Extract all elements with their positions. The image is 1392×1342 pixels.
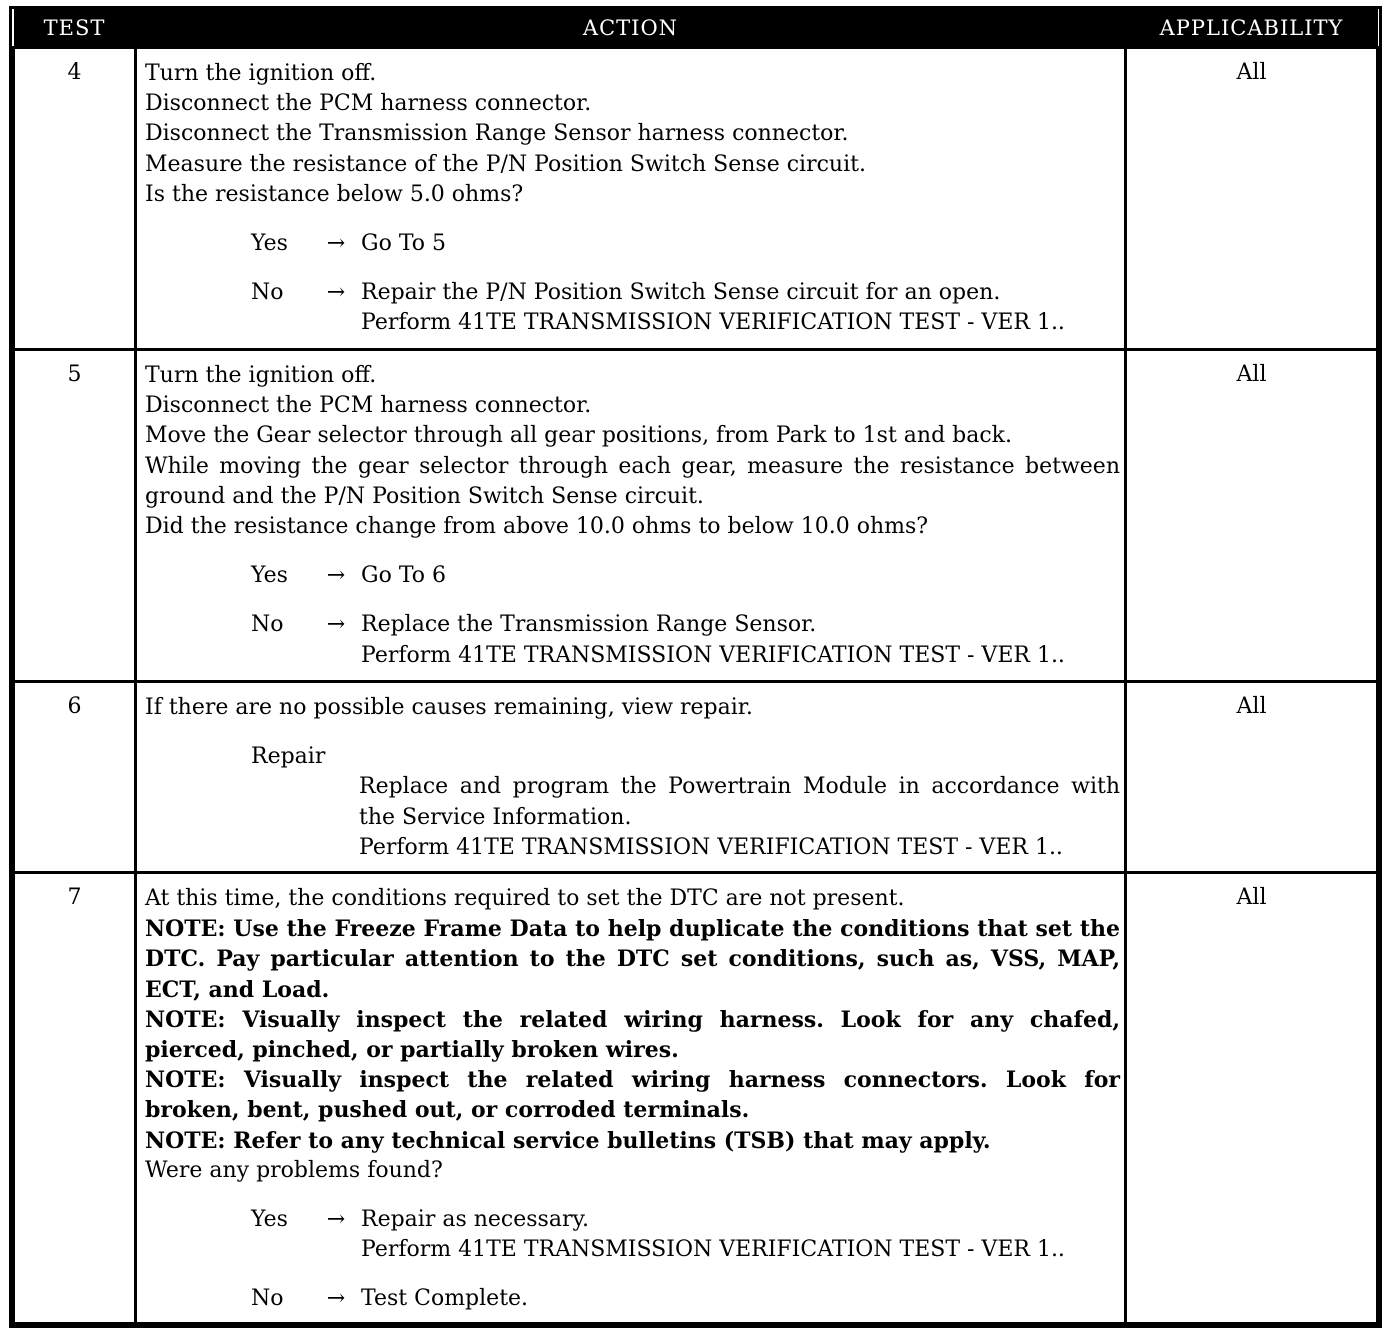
no-option	[145, 1284, 1120, 1314]
table-row	[14, 350, 1378, 682]
applicability-value: All	[1126, 682, 1378, 873]
step-line: Disconnect the PCM harness connector.	[145, 91, 592, 117]
applicability-value: All	[1126, 873, 1378, 1324]
arrow-icon: →	[326, 612, 346, 638]
arrow-icon: →	[326, 1286, 346, 1312]
test-column-header: TEST	[14, 9, 136, 48]
step-line: Disconnect the PCM harness connector.	[145, 393, 592, 419]
note: NOTE: Use the Freeze Frame Data to help duplicate the conditions that set the DTC. Pay particular attention to the DTC set conditions, such as, VSS, MAP, ECT, and Load.	[145, 916, 1120, 1003]
repair-instruction: Perform 41TE TRANSMISSION VERIFICATION TEST - VER 1..	[359, 834, 1063, 860]
test-number: 5	[14, 350, 136, 682]
step-line: Turn the ignition off.	[145, 363, 377, 388]
arrow-icon: →	[326, 563, 346, 589]
yes-label: Yes	[251, 563, 288, 589]
arrow-icon: →	[326, 280, 346, 306]
table-row	[14, 873, 1378, 1324]
applicability-value: All	[1126, 48, 1378, 350]
no-label: No	[251, 1286, 284, 1312]
step-line: Measure the resistance of the P/N Position Switch Sense circuit.	[145, 151, 866, 177]
no-result: Test Complete.	[361, 1286, 529, 1312]
action-cell	[136, 48, 1126, 350]
no-result: Repair the P/N Position Switch Sense circuit for an open. Perform 41TE TRANSMISSION VERIFICATION TEST - VER 1..	[361, 280, 1065, 336]
test-number: 7	[14, 873, 136, 1324]
no-label: No	[251, 280, 284, 306]
yes-result: Repair as necessary. Perform 41TE TRANSMISSION VERIFICATION TEST - VER 1..	[361, 1207, 1065, 1263]
no-label: No	[251, 612, 284, 638]
question-line: Did the resistance change from above 10.0 ohms to below 10.0 ohms?	[145, 514, 929, 540]
table-header-row	[14, 9, 1378, 48]
test-number: 4	[14, 48, 136, 350]
applicability-value: All	[1126, 350, 1378, 682]
repair-instruction: Replace and program the Powertrain Module in accordance with the Service Information.	[359, 774, 1120, 830]
yes-option	[145, 561, 1120, 591]
no-option	[145, 610, 1120, 670]
question-line: Is the resistance below 5.0 ohms?	[145, 181, 524, 207]
step-line: At this time, the conditions required to set the DTC are not present.	[145, 886, 905, 911]
step-line: Disconnect the Transmission Range Sensor harness connector.	[145, 121, 849, 147]
action-column-header: ACTION	[136, 9, 1126, 48]
yes-option	[145, 229, 1120, 259]
repair-label: Repair	[251, 744, 326, 770]
table-row	[14, 48, 1378, 350]
action-cell	[136, 350, 1126, 682]
diagnostic-test-table	[9, 6, 1382, 1328]
action-cell	[136, 682, 1126, 873]
step-line: While moving the gear selector through each gear, measure the resistance between ground and the P/N Position Switch Sense circuit.	[145, 453, 1120, 509]
yes-option	[145, 1205, 1120, 1265]
question-line: Were any problems found?	[145, 1157, 443, 1183]
step-line: Move the Gear selector through all gear positions, from Park to 1st and back.	[145, 423, 1012, 449]
arrow-icon: →	[326, 1207, 346, 1233]
table-row	[14, 682, 1378, 873]
step-line: Turn the ignition off.	[145, 61, 377, 86]
test-number: 6	[14, 682, 136, 873]
yes-result: Go To 6	[361, 563, 447, 589]
arrow-icon: →	[326, 231, 346, 257]
step-line: If there are no possible causes remaining, view repair.	[145, 695, 753, 720]
applicability-column-header: APPLICABILITY	[1126, 9, 1378, 48]
action-cell	[136, 873, 1126, 1324]
yes-label: Yes	[251, 231, 288, 257]
no-result: Replace the Transmission Range Sensor. Perform 41TE TRANSMISSION VERIFICATION TEST - VER 1..	[361, 612, 1065, 668]
yes-label: Yes	[251, 1207, 288, 1233]
note: NOTE: Visually inspect the related wiring harness. Look for any chafed, pierced, pinched, or partially broken wires.	[145, 1006, 1120, 1064]
note: NOTE: Refer to any technical service bulletins (TSB) that may apply.	[145, 1127, 991, 1154]
no-option	[145, 278, 1120, 338]
yes-result: Go To 5	[361, 231, 447, 257]
note: NOTE: Visually inspect the related wiring harness connectors. Look for broken, bent, pushed out, or corroded terminals.	[145, 1067, 1120, 1124]
